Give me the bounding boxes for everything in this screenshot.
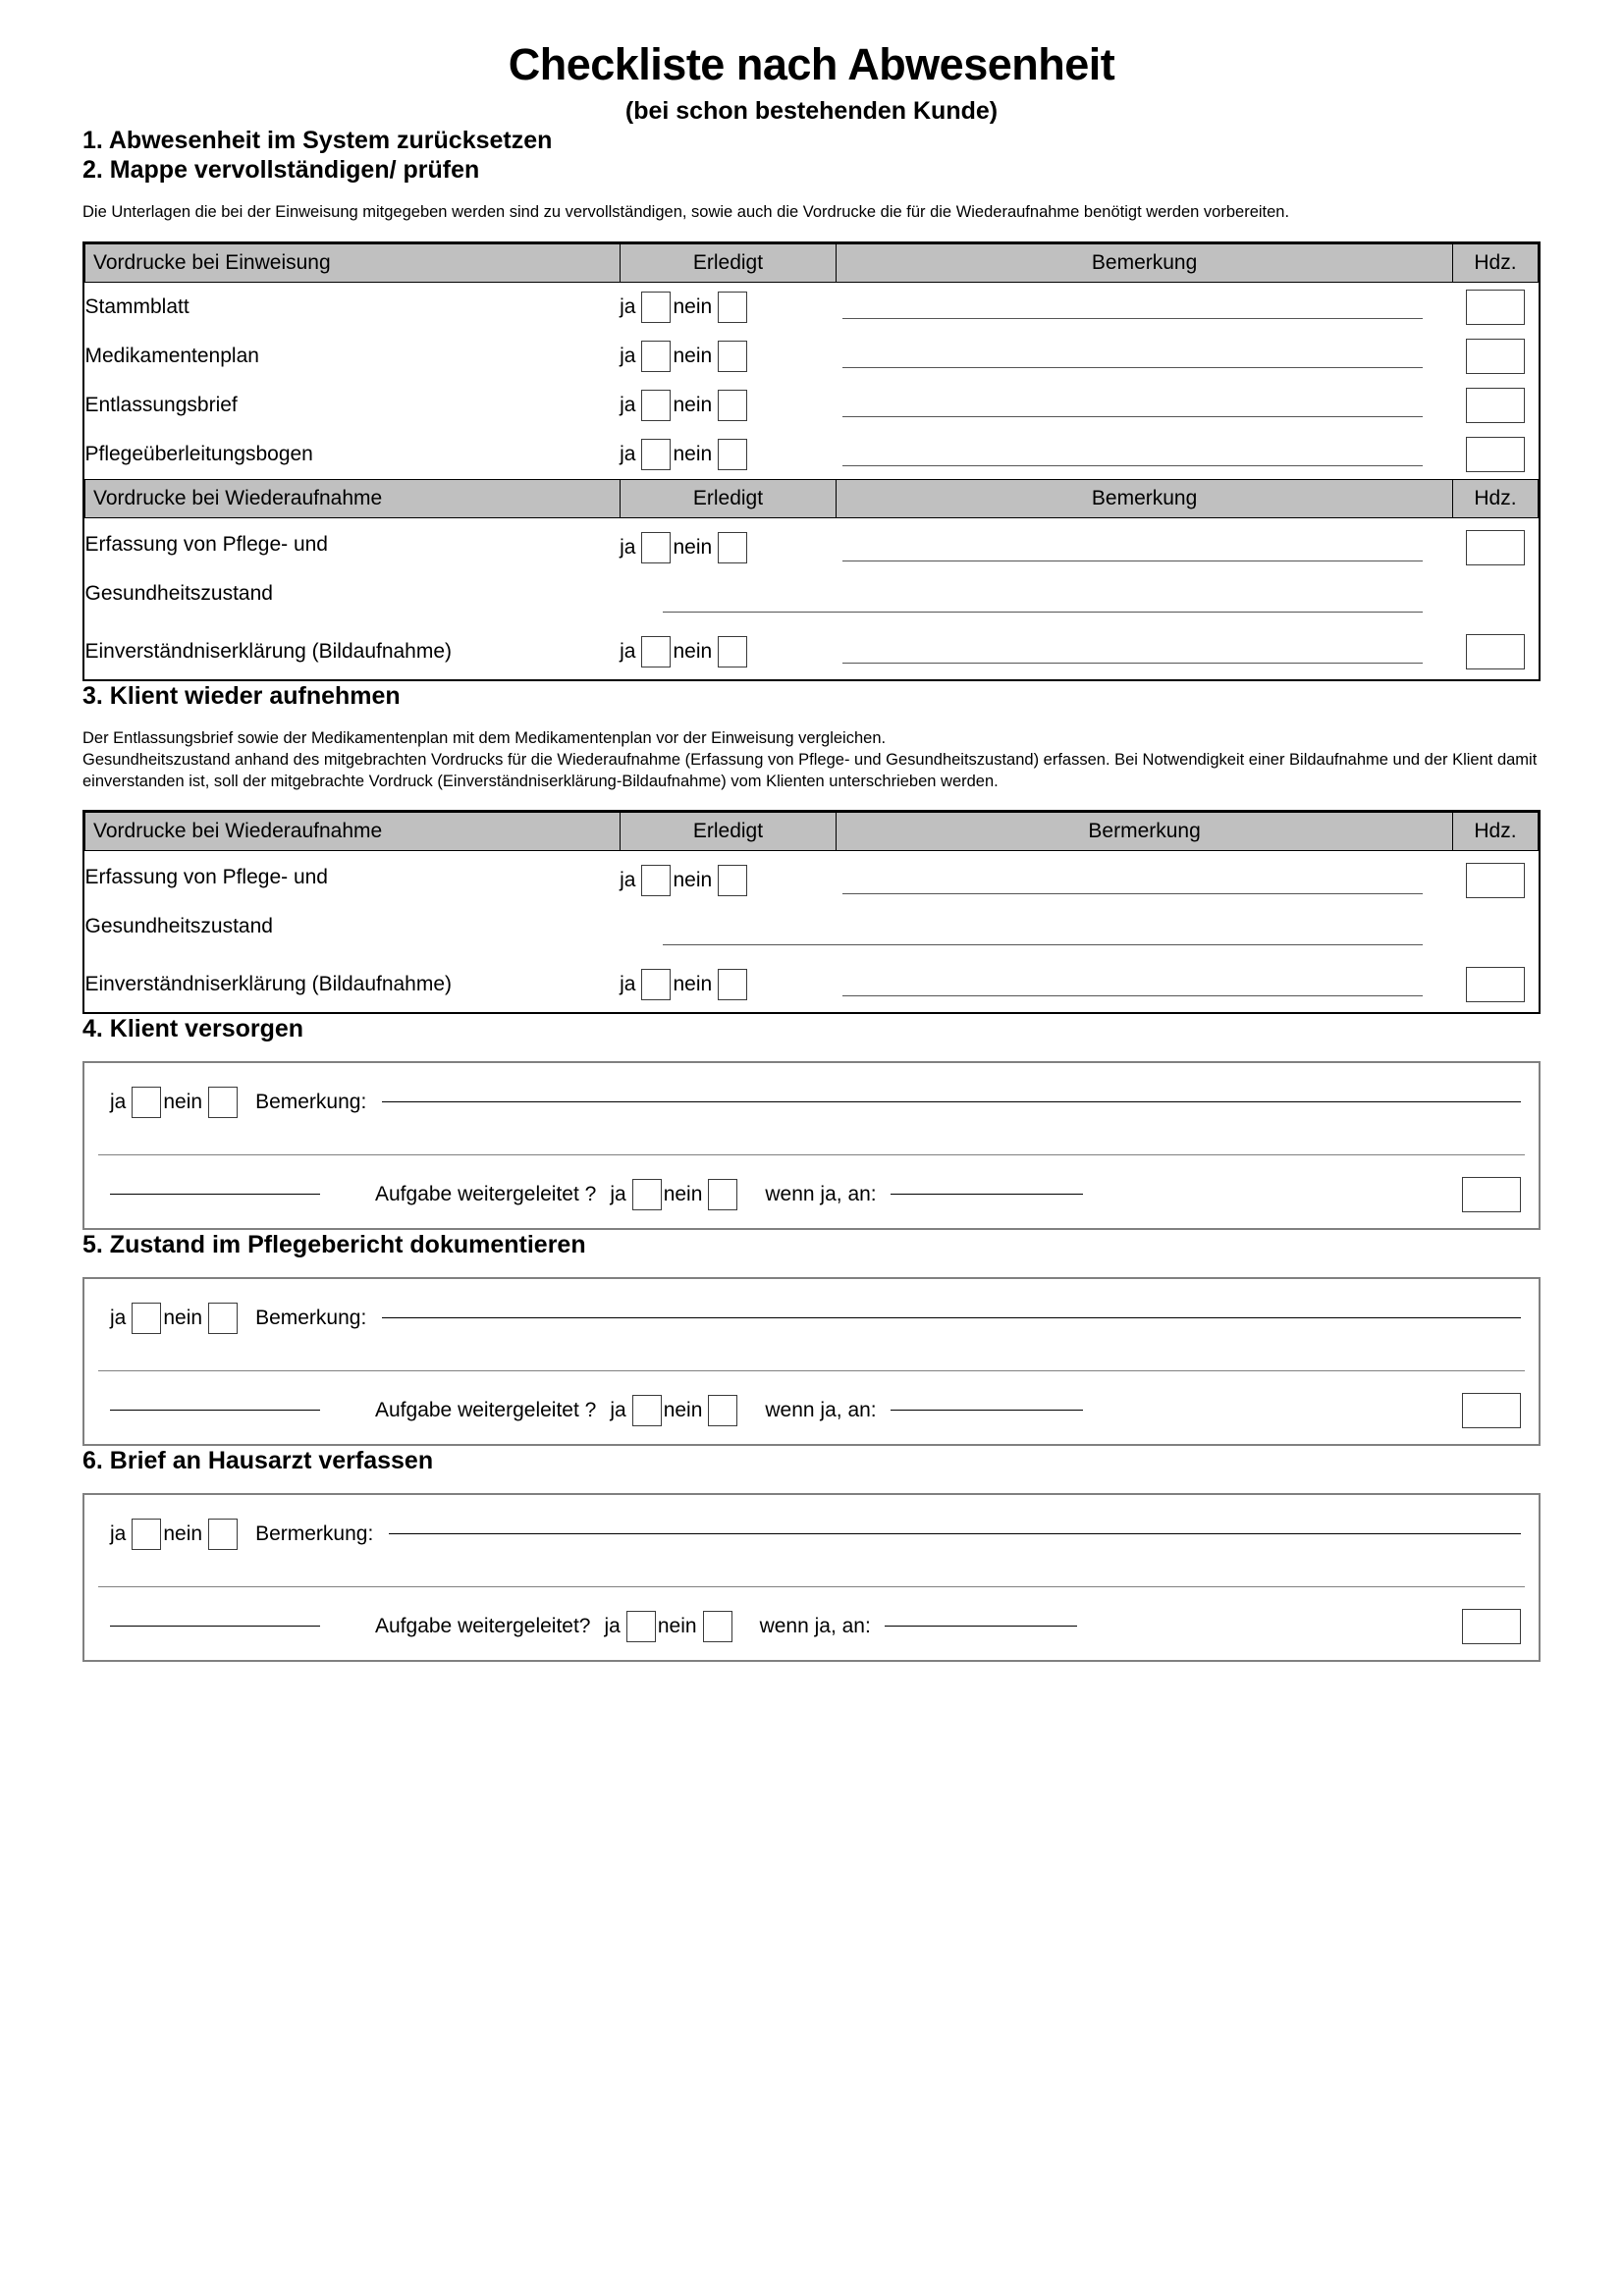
bemerkung-cell[interactable]: [837, 518, 1453, 582]
bemerkung-cell[interactable]: [837, 851, 1453, 915]
document-body: [0, 126, 1623, 1662]
erledigt-cell: [620, 624, 837, 679]
write-line: [842, 366, 1424, 368]
ja-label: ja: [110, 1091, 127, 1114]
write-line: [842, 892, 1424, 894]
nein-label: nein: [673, 536, 713, 560]
checkbox-nein[interactable]: [703, 1611, 732, 1642]
row-label: Medikamentenplan: [84, 344, 259, 367]
remark-label: Bermerkung:: [255, 1522, 374, 1546]
table-wiederaufnahme: [82, 810, 1541, 1014]
row-label: Entlassungsbrief: [84, 393, 238, 416]
erledigt-cell: [620, 381, 837, 430]
erledigt-cell: [620, 957, 837, 1012]
header-cell-bemerkung: Bemerkung: [837, 244, 1453, 283]
row-label: Gesundheitszustand: [84, 915, 273, 938]
signature-line[interactable]: [110, 1193, 320, 1195]
nein-label: nein: [673, 869, 713, 892]
ja-label: ja: [620, 869, 636, 892]
hdz-cell[interactable]: [1452, 957, 1538, 1012]
header-cell-erledigt: Erledigt: [620, 480, 837, 518]
write-line: [842, 662, 1424, 664]
hdz-cell-empty: [1452, 914, 1538, 957]
section-3-body-line2: Gesundheitszustand anhand des mitgebrachten Vordrucks für die Wiederaufnahme (Erfassung von Pflege- und Gesundheitszustand) erfassen. Bei Notwendigkeit einer Bildaufnahme und der Klient damit einverstanden ist, soll der mitgebrachte Vordruck (Einverständniserklärung-Bildaufnahme) vom Klienten unterschrieben werden.: [82, 750, 1538, 790]
write-line: [842, 317, 1424, 319]
remark-write-line[interactable]: [382, 1100, 1521, 1102]
table-row: [85, 518, 1539, 582]
header-cell-bemerkung: Bemerkung: [837, 480, 1453, 518]
wenn-ja-an-label: wenn ja, an:: [765, 1399, 877, 1422]
hdz-cell[interactable]: [1452, 624, 1538, 679]
hdz-box[interactable]: [1466, 967, 1525, 1002]
checkbox-ja[interactable]: [132, 1519, 161, 1550]
erledigt-cell: [620, 851, 837, 915]
erledigt-cell: [620, 518, 837, 582]
write-line: [842, 415, 1424, 417]
wenn-ja-an-label: wenn ja, an:: [759, 1615, 871, 1638]
row-label: Gesundheitszustand: [84, 582, 273, 606]
hdz-box[interactable]: [1466, 863, 1525, 898]
ja-label: ja: [610, 1183, 626, 1206]
ja-label: ja: [604, 1615, 621, 1638]
checkbox-ja[interactable]: [641, 532, 671, 563]
checkbox-ja[interactable]: [641, 341, 671, 372]
nein-label: nein: [163, 1522, 203, 1546]
table-row: [85, 381, 1539, 430]
hdz-box[interactable]: [1466, 634, 1525, 669]
bemerkung-cell[interactable]: [837, 381, 1453, 430]
section-2-body: Die Unterlagen die bei der Einweisung mitgegeben werden sind zu vervollständigen, sowie auch die Vordrucke die für die Wiederaufnahme benötigt werden vorbereiten.: [82, 203, 1290, 222]
checkbox-nein[interactable]: [718, 969, 747, 1000]
row-label: Erfassung von Pflege- und: [84, 533, 328, 557]
row-label: Stammblatt: [84, 294, 189, 318]
checkbox-nein[interactable]: [208, 1519, 238, 1550]
header-cell-erledigt: Erledigt: [620, 244, 837, 283]
bemerkung-cell[interactable]: [837, 430, 1453, 480]
hdz-box[interactable]: [1466, 339, 1525, 374]
remark-write-line[interactable]: [382, 1316, 1521, 1318]
forward-label: Aufgabe weitergeleitet ?: [375, 1183, 597, 1206]
ja-label: ja: [620, 394, 636, 417]
checkbox-ja[interactable]: [132, 1303, 161, 1334]
hdz-box[interactable]: [1466, 530, 1525, 565]
bemerkung-cell[interactable]: [837, 332, 1453, 381]
write-line: [842, 464, 1424, 466]
table-header-row: [85, 813, 1539, 851]
nein-label: nein: [673, 443, 713, 466]
ja-label: ja: [610, 1399, 626, 1422]
section-5-box: [82, 1277, 1541, 1446]
section-3-heading: 3. Klient wieder aufnehmen: [82, 682, 401, 711]
row-label: Einverständniserklärung (Bildaufnahme): [84, 639, 453, 663]
hdz-box[interactable]: [1466, 437, 1525, 472]
wenn-ja-an-line[interactable]: [891, 1409, 1083, 1411]
hdz-cell[interactable]: [1452, 518, 1538, 582]
table-row: [85, 332, 1539, 381]
ja-label: ja: [620, 345, 636, 368]
section-6-heading: 6. Brief an Hausarzt verfassen: [82, 1447, 434, 1475]
checkbox-ja[interactable]: [132, 1087, 161, 1118]
row-label: Einverständniserklärung (Bildaufnahme): [84, 972, 453, 995]
section-5-remark-row: [84, 1279, 1539, 1334]
table-row: [85, 624, 1539, 679]
row-label: Erfassung von Pflege- und: [84, 866, 328, 889]
forward-label: Aufgabe weitergeleitet?: [375, 1615, 591, 1638]
ja-label: ja: [620, 536, 636, 560]
checkbox-nein[interactable]: [718, 292, 747, 323]
nein-label: nein: [663, 1399, 703, 1422]
checkbox-nein[interactable]: [718, 636, 747, 667]
write-line: [842, 560, 1424, 561]
remark-label: Bemerkung:: [255, 1091, 367, 1114]
wenn-ja-an-line[interactable]: [885, 1625, 1077, 1627]
section-4-remark-row: [84, 1063, 1539, 1118]
bemerkung-cell-wide[interactable]: [620, 581, 1452, 624]
header-cell-vordrucke: Vordrucke bei Einweisung: [85, 244, 621, 283]
write-line: [663, 611, 1423, 613]
table-row: [85, 851, 1539, 915]
section-4-forward-row: [84, 1155, 1539, 1228]
header-cell-hdz: Hdz.: [1452, 480, 1538, 518]
nein-label: nein: [663, 1183, 703, 1206]
table-row: [85, 914, 1539, 957]
section-5-heading: 5. Zustand im Pflegebericht dokumentieren: [82, 1231, 586, 1259]
checkbox-nein[interactable]: [208, 1303, 238, 1334]
hdz-box[interactable]: [1462, 1609, 1521, 1644]
nein-label: nein: [163, 1307, 203, 1330]
remark-label: Bemerkung:: [255, 1307, 367, 1330]
checkbox-nein[interactable]: [718, 532, 747, 563]
table-einweisung: [82, 241, 1541, 681]
erledigt-cell: [620, 283, 837, 333]
hdz-cell-empty: [1452, 581, 1538, 624]
hdz-cell[interactable]: [1452, 332, 1538, 381]
nein-label: nein: [163, 1091, 203, 1114]
checkbox-nein[interactable]: [708, 1395, 737, 1426]
signature-line[interactable]: [110, 1625, 320, 1627]
checkbox-nein[interactable]: [718, 390, 747, 421]
section-2-heading: 2. Mappe vervollständigen/ prüfen: [82, 156, 480, 185]
hdz-box[interactable]: [1466, 290, 1525, 325]
erledigt-cell: [620, 430, 837, 480]
nein-label: nein: [673, 345, 713, 368]
remark-write-line[interactable]: [389, 1532, 1521, 1534]
checkbox-ja[interactable]: [632, 1179, 662, 1210]
section-6-forward-row: [84, 1587, 1539, 1660]
row-label: Pflegeüberleitungsbogen: [84, 442, 313, 465]
header-cell-bermerkung: Bermerkung: [837, 813, 1453, 851]
ja-label: ja: [620, 443, 636, 466]
table-row: [85, 581, 1539, 624]
checkbox-ja[interactable]: [626, 1611, 656, 1642]
section-1-heading: 1. Abwesenheit im System zurücksetzen: [82, 127, 553, 155]
checkbox-nein[interactable]: [718, 439, 747, 470]
ja-label: ja: [110, 1307, 127, 1330]
ja-label: ja: [620, 640, 636, 664]
nein-label: nein: [673, 394, 713, 417]
bemerkung-cell-wide[interactable]: [620, 914, 1452, 957]
ja-label: ja: [110, 1522, 127, 1546]
wenn-ja-an-label: wenn ja, an:: [765, 1183, 877, 1206]
write-line: [663, 943, 1423, 945]
nein-label: nein: [673, 295, 713, 319]
erledigt-cell: [620, 332, 837, 381]
checkbox-nein[interactable]: [718, 341, 747, 372]
bemerkung-cell[interactable]: [837, 624, 1453, 679]
bemerkung-cell[interactable]: [837, 283, 1453, 333]
section-3-body-line1: Der Entlassungsbrief sowie der Medikamentenplan mit dem Medikamentenplan vor der Einweisung vergleichen.: [82, 729, 887, 748]
hdz-box[interactable]: [1466, 388, 1525, 423]
hdz-cell[interactable]: [1452, 851, 1538, 915]
checkbox-ja[interactable]: [641, 390, 671, 421]
header-cell-erledigt: Erledigt: [620, 813, 837, 851]
ja-label: ja: [620, 295, 636, 319]
nein-label: nein: [673, 640, 713, 664]
table-header-row: [85, 480, 1539, 518]
hdz-cell[interactable]: [1452, 381, 1538, 430]
section-6-box: [82, 1493, 1541, 1662]
checkbox-ja[interactable]: [632, 1395, 662, 1426]
write-line: [842, 994, 1424, 996]
section-6-remark-row: [84, 1495, 1539, 1550]
table-row: [85, 283, 1539, 333]
header-cell-vordrucke: Vordrucke bei Wiederaufnahme: [85, 813, 621, 851]
checkbox-nein[interactable]: [208, 1087, 238, 1118]
wenn-ja-an-line[interactable]: [891, 1193, 1083, 1195]
hdz-cell[interactable]: [1452, 283, 1538, 333]
ja-label: ja: [620, 973, 636, 996]
signature-line[interactable]: [110, 1409, 320, 1411]
checkbox-ja[interactable]: [641, 865, 671, 896]
checkbox-nein[interactable]: [708, 1179, 737, 1210]
table-row: [85, 430, 1539, 480]
checkbox-ja[interactable]: [641, 969, 671, 1000]
checkbox-ja[interactable]: [641, 292, 671, 323]
section-4-box: [82, 1061, 1541, 1230]
header-cell-hdz: Hdz.: [1452, 813, 1538, 851]
forward-label: Aufgabe weitergeleitet ?: [375, 1399, 597, 1422]
checkbox-nein[interactable]: [718, 865, 747, 896]
table-row: [85, 957, 1539, 1012]
table-header-row: [85, 244, 1539, 283]
page-title: Checkliste nach Abwesenheit: [508, 39, 1115, 89]
nein-label: nein: [657, 1615, 697, 1638]
bemerkung-cell[interactable]: [837, 957, 1453, 1012]
header-cell-vordrucke: Vordrucke bei Wiederaufnahme: [85, 480, 621, 518]
hdz-cell[interactable]: [1452, 430, 1538, 480]
nein-label: nein: [673, 973, 713, 996]
header-cell-hdz: Hdz.: [1452, 244, 1538, 283]
page-subtitle: (bei schon bestehenden Kunde): [624, 97, 999, 126]
checkbox-ja[interactable]: [641, 439, 671, 470]
hdz-box[interactable]: [1462, 1177, 1521, 1212]
checkbox-ja[interactable]: [641, 636, 671, 667]
section-5-forward-row: [84, 1371, 1539, 1444]
section-4-heading: 4. Klient versorgen: [82, 1015, 304, 1043]
hdz-box[interactable]: [1462, 1393, 1521, 1428]
